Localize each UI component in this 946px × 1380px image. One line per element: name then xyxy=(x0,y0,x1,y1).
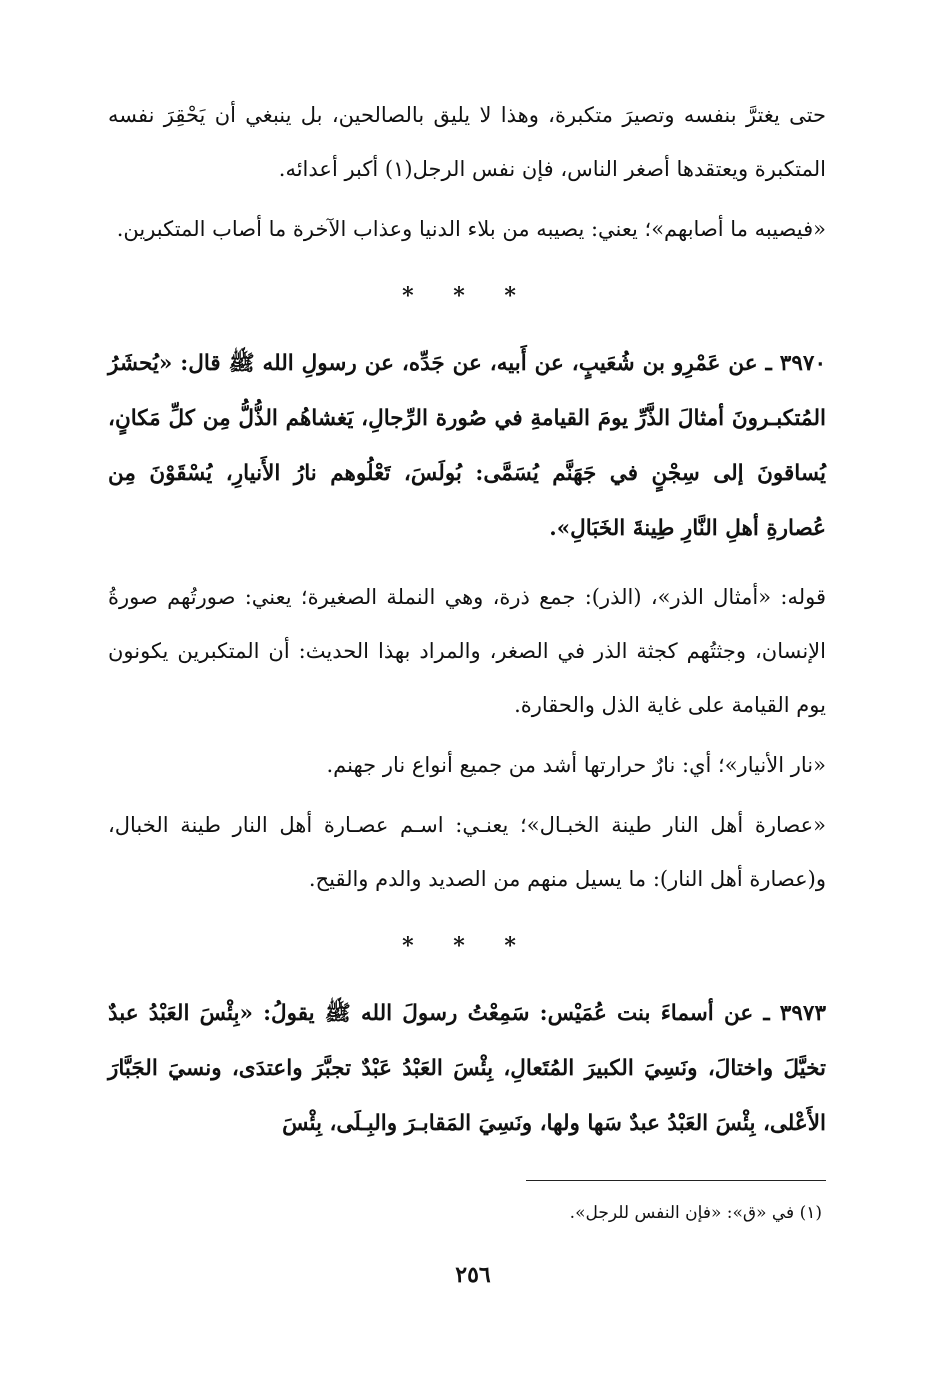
paragraph-commentary-3: «نار الأنيار»؛ أي: نارٌ حرارتها أشد من جميع أنواع نار جهنم. xyxy=(326,753,826,777)
footnote: (١) في «ق»: «فإن النفس للرجل». xyxy=(569,1203,822,1223)
hadith-3970: ٣٩٧٠ ـ عن عَمْرِو بن شُعَيبٍ، عن أَبيه، عن جَدِّه، عن رسولِ الله ﷺ قال: «يُحشَرُ المُتكبـرونَ أمثالَ الذَّرِّ يومَ القيامةِ في صُورة الرِّجالِ، يَغشاهُم الذُّلُّ مِن كلِّ مَكانٍ، يُساقونَ إلى سِجْنٍ في جَهَنَّم يُسَمَّى: بُولَسَ، تَعْلُوهم نارُ الأَنيارِ، يُسْقَوْنَ مِن عُصارةِ أهلِ النَّارِ طِينةَ الخَبَالِ». xyxy=(108,351,826,541)
hadith-3973: ٣٩٧٣ ـ عن أسماءَ بنت عُمَيْس: سَمِعْتُ رسولَ الله ﷺ يقولُ: «بِئْسَ العَبْدُ عبدٌ تخيَّلَ واختالَ، ونَسِيَ الكبيرَ المُتَعالِ، بِئْسَ العَبْدُ عَبْدٌ تجبَّرَ واعتدَى، ونسيَ الجَبَّارَ الأَعْلى، بِئْسَ العَبْدُ عبدٌ سَها ولها، ونَسِيَ المَقابـرَ والبِـلَى، بِئْسَ xyxy=(108,1001,826,1136)
page-body xyxy=(108,88,826,1151)
page-number: ٢٥٦ xyxy=(455,1262,491,1288)
section-separator-1: * * * xyxy=(402,283,532,309)
paragraph-commentary-1: «فيصيبه ما أصابهم»؛ يعني: يصيبه من بلاء الدنيا وعذاب الآخرة ما أصاب المتكبرين. xyxy=(116,217,826,241)
footnote-divider xyxy=(526,1180,826,1181)
section-separator-2: * * * xyxy=(402,933,532,959)
paragraph-continuation: حتى يغترَّ بنفسه وتصيرَ متكبرة، وهذا لا يليق بالصالحين، بل ينبغي أن يَحْقِرَ نفسه المتكبرة ويعتقدها أصغر الناس، فإن نفس الرجل(١) أكبر أعدائه. xyxy=(108,103,826,181)
paragraph-commentary-2: قوله: «أمثال الذر»، (الذر): جمع ذرة، وهي النملة الصغيرة؛ يعني: صورتُهم صورةُ الإنسان، وجثتُهم كجثة الذر في الصغر، والمراد بهذا الحديث: أن المتكبرين يكونون يوم القيامة على غاية الذل والحقارة. xyxy=(108,585,826,717)
paragraph-commentary-4: «عصارة أهل النار طينة الخبـال»؛ يعنـي: اسـم عصـارة أهل النار طينة الخبال، و(عصارة أهل النار): ما يسيل منهم من الصديد والدم والقيح. xyxy=(108,813,826,891)
